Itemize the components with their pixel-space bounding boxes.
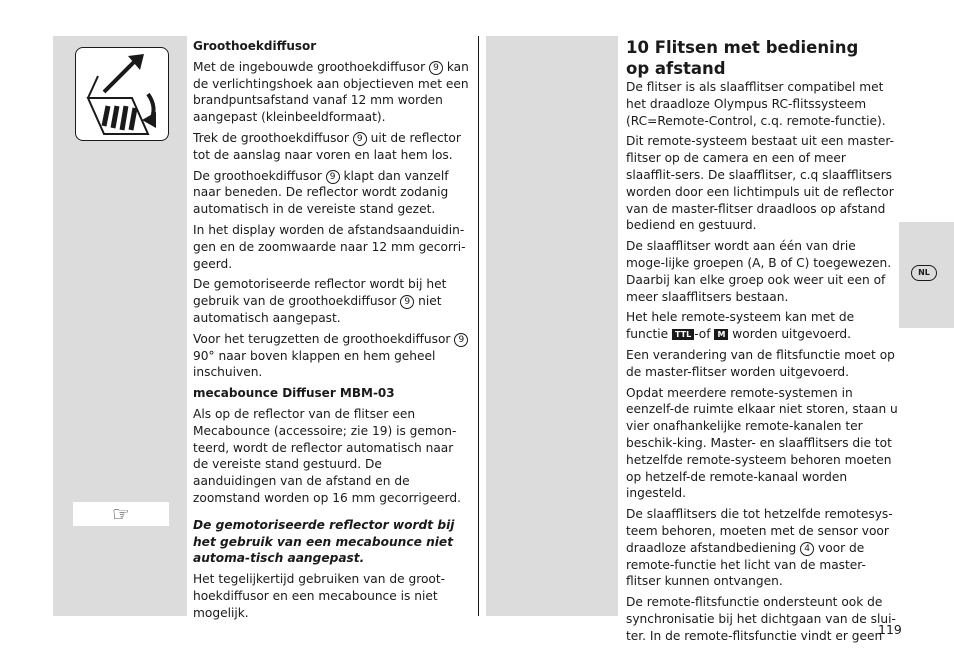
- section-heading-mecabounce: mecabounce Diffuser MBM-03: [193, 386, 395, 401]
- paragraph: Voor het terugzetten de groothoekdiffusor 9 90° naar boven klappen en hem geheel inschuiven.: [193, 331, 469, 381]
- paragraph: De gemotoriseerde reflector wordt bij het gebruik van de groothoekdiffusor 9 niet automatisch aangepast.: [193, 277, 447, 325]
- paragraph: De flitser is als slaafflitser compatibel met het draadloze Olympus RC-flitssysteem (RC=Remote-Control, c.q. remote-functie).: [626, 80, 886, 128]
- paragraph: Het tegelijkertijd gebruiken van de groot-hoekdiffusor en een mecabounce is niet mogelijk.: [193, 572, 446, 620]
- right-margin-band: [486, 36, 618, 616]
- ttl-mode-badge: TTL: [672, 329, 694, 340]
- ref-number-9: 9: [429, 61, 443, 75]
- paragraph: De remote-flitsfunctie ondersteunt ook de synchronisatie bij het dichtgaan van de slui-ter. In de remote-flitsfunctie vindt er geen: [626, 595, 896, 643]
- ref-number-9: 9: [454, 333, 468, 347]
- paragraph: In het display worden de afstandsaanduidin-gen en de zoomwaarde naar 12 mm gecorri-geerd.: [193, 222, 466, 271]
- paragraph: Met de ingebouwde groothoekdiffusor 9 kan de verlichtingshoek aan objectieven met een brandpuntsafstand vanaf 12 mm worden aangepast (kleinbeeldformaat).: [193, 59, 469, 125]
- ref-number-9: 9: [326, 170, 340, 184]
- paragraph: De slaafflitsers die tot hetzelfde remotesys-teem behoren, moeten met de sensor voor draadloze afstandbediening 4 voor de remote-functie het licht van de master-flitser kunnen ontvangen.: [626, 507, 893, 589]
- page-number: 119: [878, 622, 902, 637]
- section-heading-wide-angle-diffuser: Groothoekdiffusor: [193, 39, 317, 53]
- paragraph: Een verandering van de flitsfunctie moet op de master-flitser worden uitgevoerd.: [626, 347, 895, 379]
- paragraph: Trek de groothoekdiffusor 9 uit de reflector tot de aanslag naar voren en laat hem los.: [193, 130, 461, 162]
- left-text-column: [193, 38, 469, 626]
- paragraph: Als op de reflector van de flitser een Mecabounce (accessoire; zie 19) is gemon-teerd, wordt de reflector automatisch naar de vereiste stand gestuurd. De aanduidingen van de afstand en de zoomstand worden op 16 mm gecorrigeerd.: [193, 406, 461, 505]
- chapter-title: 10 Flitsen met bediening op afstand: [626, 38, 859, 78]
- ref-number-9: 9: [353, 132, 367, 146]
- ref-number-9: 9: [400, 295, 414, 309]
- pointing-hand-icon: ☞: [73, 502, 169, 526]
- note-text: De gemotoriseerde reflector wordt bij het gebruik van een mecabounce niet automa-tisch aangepast.: [193, 517, 455, 566]
- language-label: NL: [911, 265, 937, 281]
- column-divider: [478, 36, 479, 616]
- paragraph: Dit remote-systeem bestaat uit een master-flitser op de camera en een of meer slaafflit-sers. De slaafflitser, c.q slaafflitsers worden door een lichtimpuls uit de reflector van de master-flitser draadloos op afstand bediend en gestuurd.: [626, 134, 895, 233]
- paragraph: Het hele remote-systeem kan met de functie TTL -of M worden uitgevoerd.: [626, 310, 855, 342]
- paragraph: Opdat meerdere remote-systemen in eenzelf-de ruimte elkaar niet storen, staan u vier onafhankelijke remote-kanalen ter beschik-king. Master- en slaafflitsers die tot hetzelfde remote-systeem behoren moeten op hetzelf-de remote-kanaal worden ingesteld.: [626, 385, 898, 501]
- manual-mode-badge: M: [714, 329, 728, 340]
- paragraph: De groothoekdiffusor 9 klapt dan vanzelf naar beneden. De reflector wordt zodanig automatisch in de vereiste stand gezet.: [193, 168, 449, 217]
- right-text-column: [626, 79, 898, 649]
- paragraph: De slaafflitser wordt aan één van drie moge-lijke groepen (A, B of C) toegewezen. Daarbij kan elke groep ook weer uit een of meer slaafflitsers bestaan.: [626, 239, 892, 304]
- ref-number-4: 4: [800, 542, 814, 556]
- wide-angle-diffuser-illustration: [75, 47, 169, 141]
